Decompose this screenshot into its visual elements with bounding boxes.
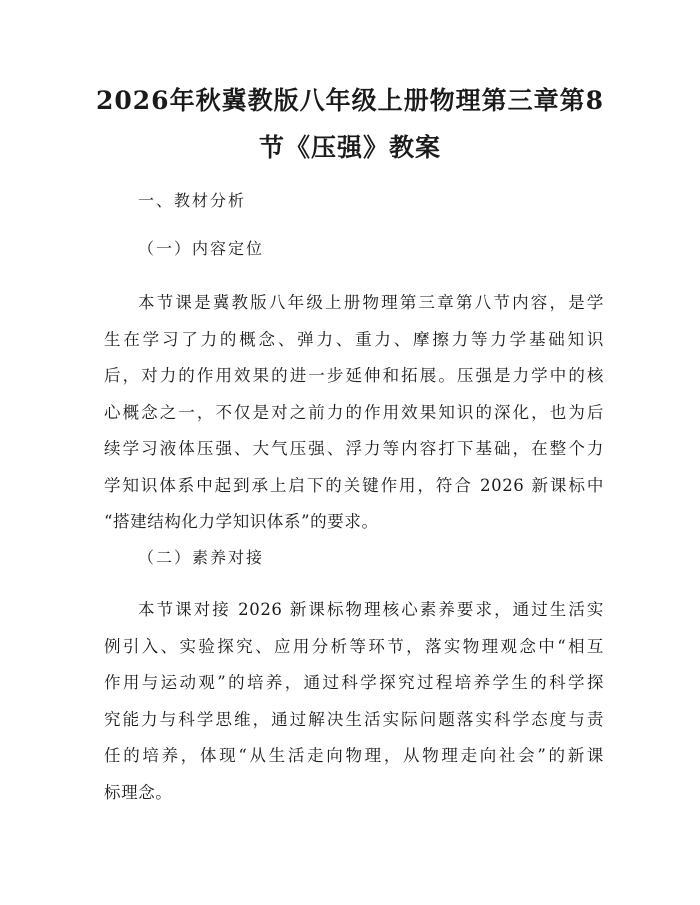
- paragraph-line: 续学习液体压强、大气压强、浮力等内容打下基础，在整个力: [104, 439, 604, 458]
- paragraph-content-positioning: [104, 285, 604, 541]
- paragraph-line: 本节课是冀教版八年级上册物理第三章第八节内容，是学: [138, 293, 604, 312]
- document-title-line-2: 节《压强》教案: [258, 133, 441, 162]
- subsection-heading-content-positioning: （一）内容定位: [138, 239, 265, 258]
- subsection-heading-literacy-alignment: （二）素养对接: [138, 548, 265, 567]
- paragraph-line: 标理念。: [104, 782, 173, 802]
- paragraph-line: 心概念之一，不仅是对之前力的作用效果知识的深化，也为后: [104, 402, 604, 422]
- paragraph-line: 任的培养，体现“从生活走向物理，从物理走向社会”的新课: [104, 746, 604, 765]
- paragraph-literacy-alignment: [104, 592, 604, 811]
- paragraph-line: 例引入、实验探究、应用分析等环节，落实物理观念中“相互: [104, 636, 604, 656]
- document-title-line-1: 2026年秋冀教版八年级上册物理第三章第8: [96, 86, 604, 115]
- paragraph-line: 后，对力的作用效果的进一步延伸和拓展。压强是力学中的核: [104, 366, 604, 385]
- paragraph-line: 究能力与科学思维，通过解决生活实际问题落实科学态度与责: [104, 709, 604, 729]
- paragraph-line: 学知识体系中起到承上启下的关键作用，符合 2026 新课标中: [104, 475, 604, 495]
- paragraph-line: 生在学习了力的概念、弹力、重力、摩擦力等力学基础知识: [104, 329, 604, 349]
- paragraph-line: “搭建结构化力学知识体系”的要求。: [104, 512, 379, 531]
- paragraph-line: 作用与运动观”的培养，通过科学探究过程培养学生的科学探: [104, 673, 604, 692]
- paragraph-line: 本节课对接 2026 新课标物理核心素养要求，通过生活实: [138, 600, 604, 619]
- section-heading-textbook-analysis: 一、教材分析: [138, 191, 247, 210]
